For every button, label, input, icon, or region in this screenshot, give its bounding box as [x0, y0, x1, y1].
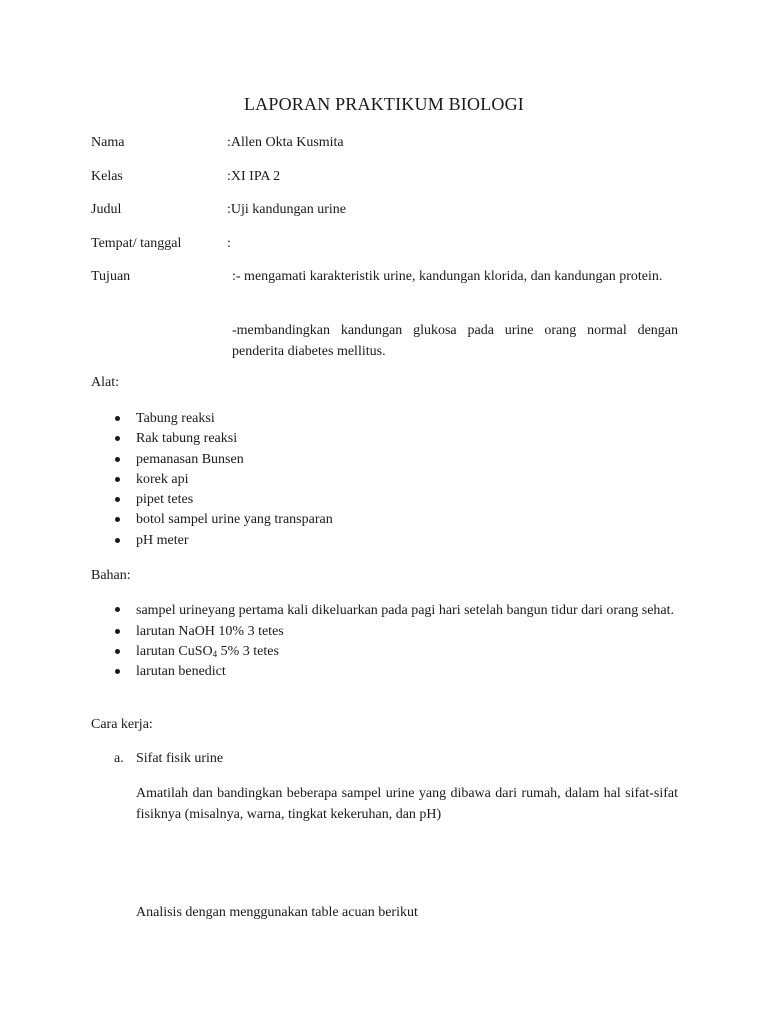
list-item: sampel urineyang pertama kali dikeluarkan pada pagi hari setelah bangun tidur dari orang sehat.: [112, 600, 681, 622]
field-label-judul: Judul: [91, 202, 122, 217]
list-item: pipet tetes: [112, 490, 333, 510]
bahan-heading: Bahan:: [91, 568, 131, 583]
field-value-kelas: :XI IPA 2: [227, 169, 281, 184]
alat-heading: Alat:: [91, 375, 119, 390]
list-item: Tabung reaksi: [112, 409, 333, 429]
field-label-kelas: Kelas: [91, 169, 123, 184]
field-label-tujuan: Tujuan: [91, 269, 131, 284]
step-title: Sifat fisik urine: [136, 751, 224, 766]
list-item: [112, 642, 681, 662]
tujuan-item-1: :- mengamati karakteristik urine, kandungan klorida, dan kandungan protein.: [232, 269, 663, 284]
subscript: 4: [212, 648, 218, 659]
field-label-nama: Nama: [91, 135, 125, 150]
list-item-text: larutan CuSO: [136, 643, 213, 659]
list-item: larutan NaOH 10% 3 tetes: [112, 622, 681, 642]
field-value-nama: :Allen Okta Kusmita: [227, 135, 344, 150]
field-value-judul: :Uji kandungan urine: [227, 202, 346, 217]
cara-kerja-heading: Cara kerja:: [91, 717, 153, 732]
step-paragraph: Amatilah dan bandingkan beberapa sampel urine yang dibawa dari rumah, dalam hal sifat-sifat fisiknya (misalnya, warna, tingkat kekeruhan, dan pH): [136, 786, 678, 822]
list-item: botol sampel urine yang transparan: [112, 510, 333, 530]
step-marker: a.: [114, 751, 124, 766]
bahan-list: [112, 600, 681, 682]
field-label-tempat-tanggal: Tempat/ tanggal: [91, 236, 182, 251]
list-item: korek api: [112, 470, 333, 490]
tujuan-item-2: -membandingkan kandungan glukosa pada urine orang normal dengan penderita diabetes mellitus.: [232, 323, 678, 359]
field-value-tempat-tanggal: :: [227, 236, 231, 251]
list-item-text: 5% 3 tetes: [217, 643, 279, 659]
alat-list: [112, 409, 333, 551]
list-item: pH meter: [112, 531, 333, 551]
list-item: pemanasan Bunsen: [112, 450, 333, 470]
step-note: Analisis dengan menggunakan table acuan berikut: [136, 905, 418, 920]
list-item: larutan benedict: [112, 662, 681, 682]
document-title: LAPORAN PRAKTIKUM BIOLOGI: [243, 94, 524, 114]
list-item: Rak tabung reaksi: [112, 429, 333, 449]
